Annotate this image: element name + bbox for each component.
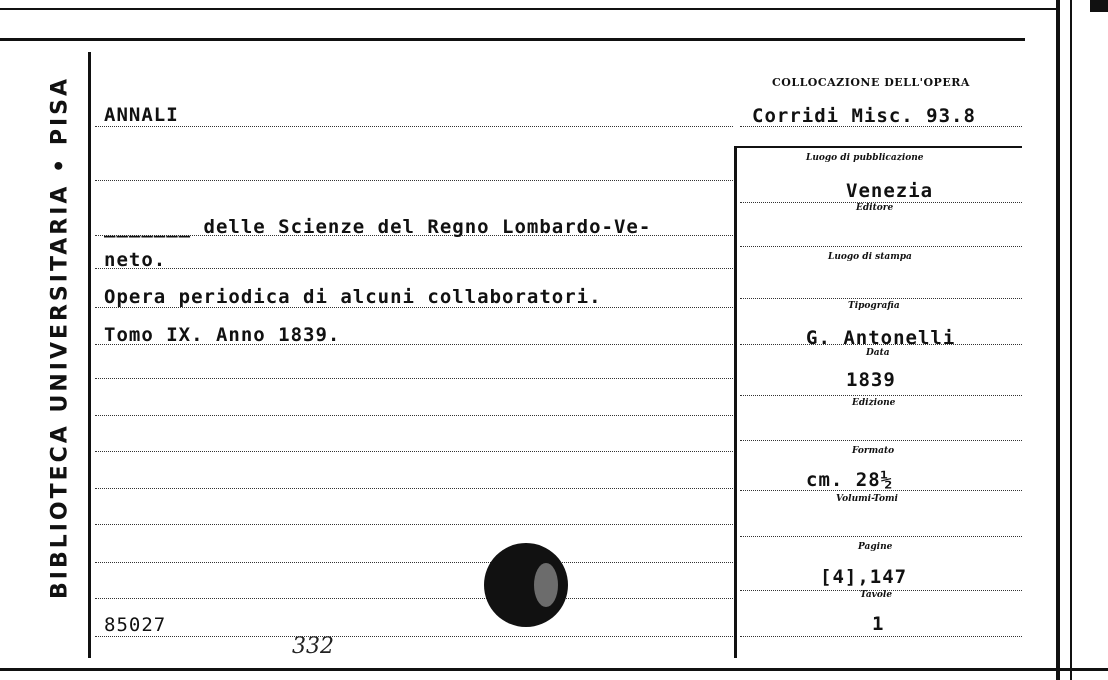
title-line-4: Opera periodica di alcuni collaboratori.	[104, 286, 602, 308]
rule-1	[95, 126, 733, 127]
title-line-5: Tomo IX. Anno 1839.	[104, 324, 341, 346]
column-top-line	[734, 146, 1022, 148]
rule-14	[95, 636, 733, 637]
rcol-rule-10	[740, 636, 1022, 637]
side-library-text: BIBLIOTECA UNIVERSITARIA • PISA	[47, 75, 73, 600]
rcol-rule-5	[740, 395, 1022, 396]
label-luogo-pubblicazione: Luogo di pubblicazione	[806, 153, 924, 163]
title-line-3: neto.	[104, 249, 167, 271]
right-edge	[1056, 0, 1060, 680]
value-pagine: [4],147	[820, 566, 908, 588]
rcol-rule-3	[740, 298, 1022, 299]
collocation-header: COLLOCAZIONE DELL'OPERA	[772, 76, 970, 89]
rcol-rule-6	[740, 440, 1022, 441]
label-editore: Editore	[856, 203, 894, 213]
title-line-1: ANNALI	[104, 104, 179, 126]
rule-8	[95, 415, 733, 416]
value-tavole: 1	[872, 613, 885, 635]
label-data: Data	[866, 348, 890, 358]
rule-2	[95, 180, 733, 181]
collocation-rule	[740, 126, 1022, 127]
rule-12	[95, 562, 733, 563]
library-stamp	[484, 543, 568, 627]
value-luogo-pubblicazione: Venezia	[846, 180, 934, 202]
rule-13	[95, 598, 733, 599]
label-formato: Formato	[852, 446, 895, 456]
handwritten-note: 332	[292, 634, 334, 659]
left-margin-line	[88, 52, 91, 658]
rcol-rule-2	[740, 246, 1022, 247]
rule-4	[95, 268, 733, 269]
value-data: 1839	[846, 369, 896, 391]
rule-9	[95, 451, 733, 452]
label-edizione: Edizione	[852, 398, 896, 408]
label-tipografia: Tipografia	[848, 301, 900, 311]
rule-11	[95, 524, 733, 525]
column-divider	[734, 146, 737, 658]
collocation-value: Corridi Misc. 93.8	[752, 105, 976, 127]
rcol-rule-8	[740, 536, 1022, 537]
label-volumi: Volumi-Tomi	[836, 494, 898, 504]
value-tipografia: G. Antonelli	[806, 327, 956, 349]
bottom-border	[0, 668, 1108, 671]
title-line-2: _______ delle Scienze del Regno Lombardo-Ve-	[104, 216, 652, 238]
right-edge-3	[1090, 0, 1108, 12]
rule-10	[95, 488, 733, 489]
top-border-2	[0, 38, 1025, 41]
top-border	[0, 8, 1060, 10]
value-formato: cm. 28½	[806, 469, 894, 491]
label-pagine: Pagine	[858, 542, 893, 552]
rule-7	[95, 378, 733, 379]
label-tavole: Tavole	[860, 590, 893, 600]
inventory-number: 85027	[104, 614, 167, 636]
label-luogo-stampa: Luogo di stampa	[828, 252, 912, 262]
right-edge-2	[1070, 0, 1072, 680]
